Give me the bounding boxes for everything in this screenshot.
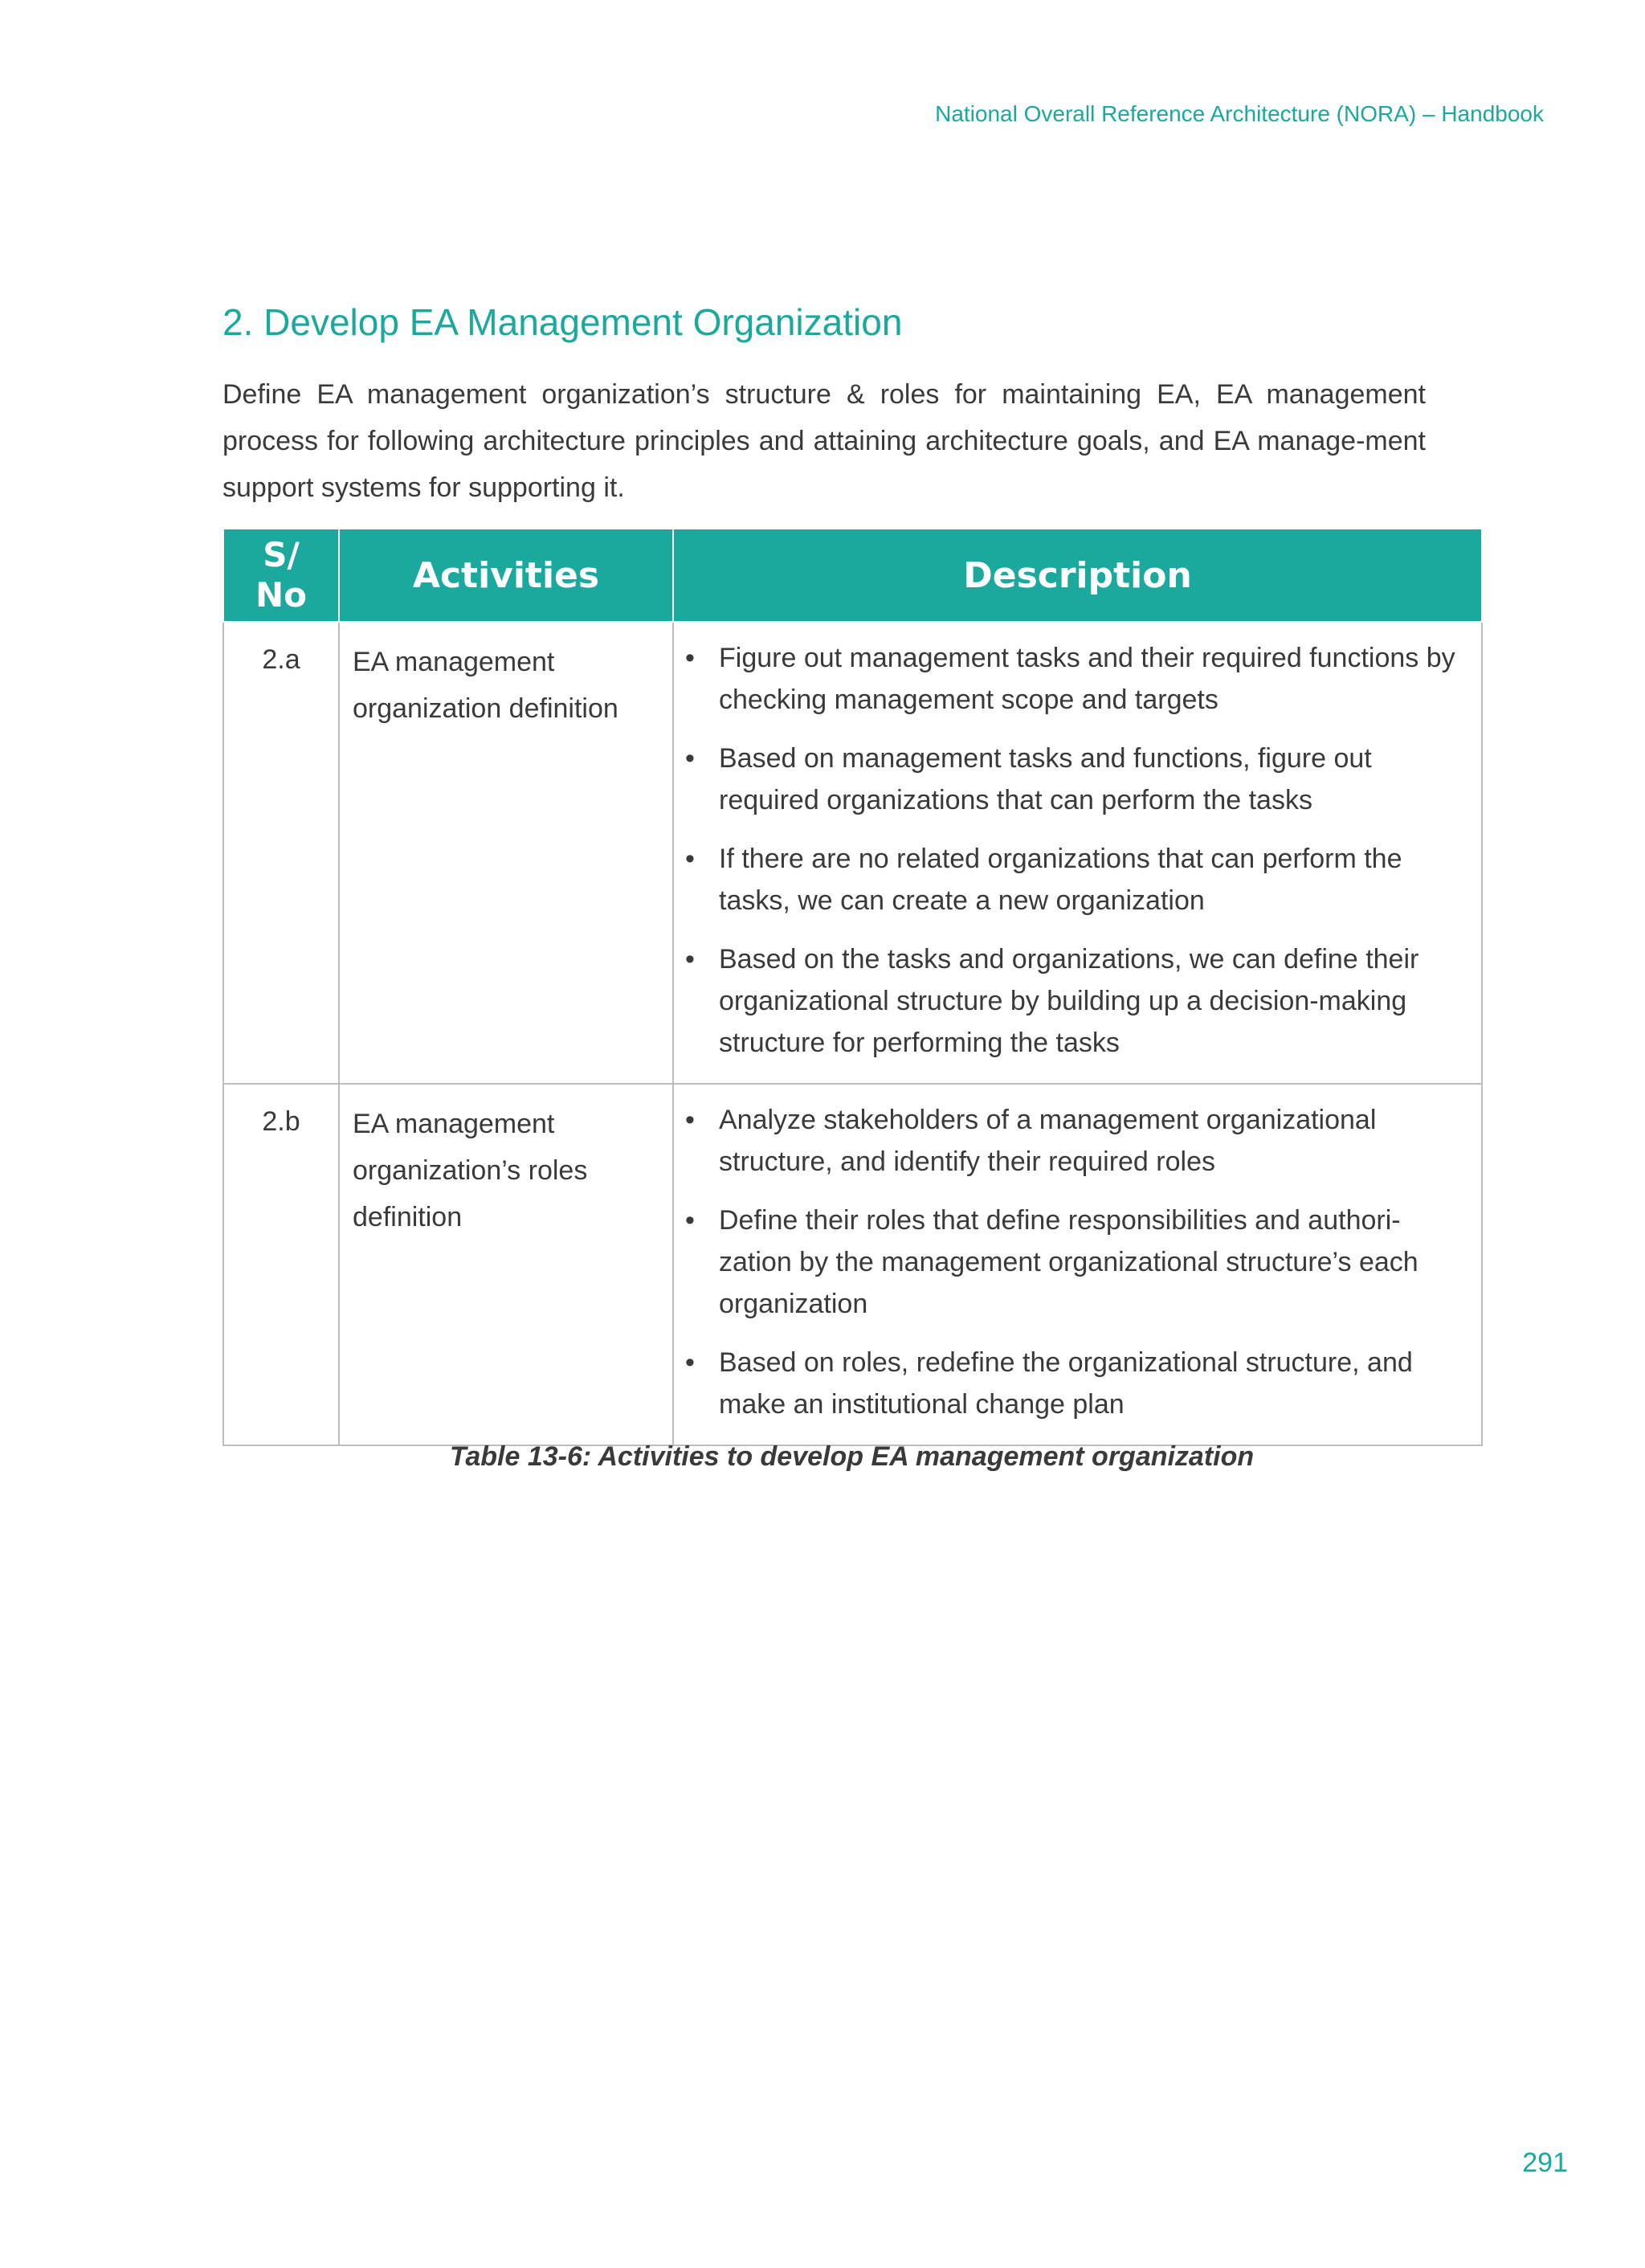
table-header-row	[223, 529, 1482, 622]
bullet-icon: •	[685, 944, 695, 975]
list-item	[685, 838, 1457, 922]
list-item	[685, 1199, 1457, 1325]
section-title: 2. Develop EA Management Organization	[222, 301, 903, 343]
row-description	[673, 622, 1482, 1084]
table-row	[223, 622, 1482, 1084]
bullet-icon: •	[685, 1105, 695, 1135]
list-item	[685, 1099, 1457, 1183]
header-sno-line1: S/	[263, 535, 300, 574]
page-number: 291	[1522, 2147, 1568, 2178]
list-item	[685, 938, 1457, 1064]
bullet-icon: •	[685, 844, 695, 874]
row-description	[673, 1084, 1482, 1445]
header-sno	[223, 529, 339, 622]
header-activities: Activities	[339, 529, 673, 622]
row-sno: 2.a	[223, 622, 339, 1084]
row-activity: EA management organization’s roles definition	[339, 1084, 673, 1445]
row-activity: EA management organization definition	[339, 622, 673, 1084]
bullet-icon: •	[685, 1205, 695, 1236]
list-item	[685, 637, 1457, 721]
header-description: Description	[673, 529, 1482, 622]
row-sno: 2.b	[223, 1084, 339, 1445]
header-sno-line2: No	[255, 575, 307, 615]
list-item-text: If there are no related organizations that can perform the tasks, we can create a new organization	[719, 844, 1402, 916]
table-caption: Table 13-6: Activities to develop EA management organization	[449, 1441, 1255, 1472]
bullet-icon: •	[685, 743, 695, 774]
activities-table	[222, 529, 1483, 1446]
bullet-icon: •	[685, 643, 695, 673]
list-item-text: Analyze stakeholders of a management organizational structure, and identify their required roles	[719, 1105, 1377, 1177]
list-item-text: Based on the tasks and organizations, we can define their organizational structure by building up a decision-making structure for performing the tasks	[719, 944, 1419, 1058]
list-item-text: Based on roles, redefine the organizational structure, and make an institutional change plan	[719, 1347, 1413, 1420]
table-row	[223, 1084, 1482, 1445]
list-item-text: Based on management tasks and functions, figure out required organizations that can perform the tasks	[719, 743, 1372, 815]
list-item	[685, 1342, 1457, 1425]
list-item-text: Figure out management tasks and their required functions by checking management scope and targets	[719, 643, 1455, 715]
section-intro: Define EA management organization’s structure & roles for maintaining EA, EA management process for following architecture principles and attaining architecture goals, and EA manage-ment support systems for supporting it.	[222, 379, 1426, 503]
running-header: National Overall Reference Architecture (NORA) – Handbook	[935, 101, 1544, 126]
list-item-text: Define their roles that define responsibilities and authori-zation by the management organizational structure’s each organization	[719, 1205, 1418, 1319]
bullet-icon: •	[685, 1347, 695, 1378]
list-item	[685, 738, 1457, 821]
